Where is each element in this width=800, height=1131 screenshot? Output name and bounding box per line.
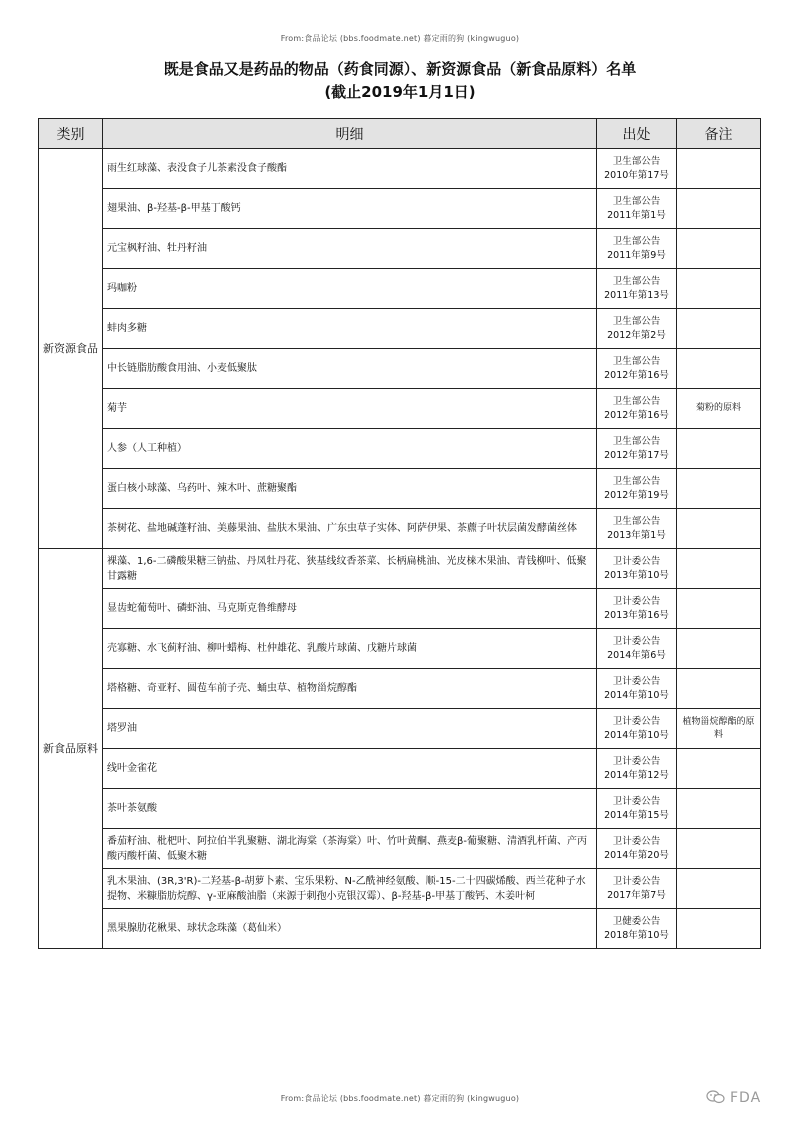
source-number: 2014年第10号 (604, 729, 669, 741)
source-issuer: 卫计委公告 (612, 755, 661, 767)
source-cell (597, 469, 677, 509)
note-cell (677, 309, 761, 349)
detail-cell: 玛咖粉 (103, 269, 597, 309)
table-row (39, 549, 761, 589)
detail-cell: 菊芋 (103, 389, 597, 429)
table-row (39, 829, 761, 869)
detail-cell: 黑果腺肋花楸果、球状念珠藻（葛仙米） (103, 909, 597, 949)
note-cell: 菊粉的原料 (677, 389, 761, 429)
table-row (39, 229, 761, 269)
detail-cell: 人参（人工种植） (103, 429, 597, 469)
page-subtitle-date: (截止2019年1月1日) (324, 83, 476, 101)
source-issuer: 卫计委公告 (612, 555, 661, 567)
col-header-source: 出处 (597, 119, 677, 149)
table-row (39, 149, 761, 189)
source-issuer: 卫生部公告 (612, 315, 661, 327)
source-number: 2012年第16号 (604, 409, 669, 421)
note-cell: 植物甾烷醇酯的原料 (677, 709, 761, 749)
source-cell (597, 509, 677, 549)
source-issuer: 卫生部公告 (612, 435, 661, 447)
category-cell: 新食品原料 (39, 549, 103, 949)
detail-cell: 裸藻、1,6-二磷酸果糖三钠盐、丹凤牡丹花、狭基线纹香茶菜、长柄扁桃油、光皮梾木果油、青钱柳叶、低聚甘露糖 (103, 549, 597, 589)
source-cell (597, 149, 677, 189)
table-row (39, 669, 761, 709)
note-cell (677, 269, 761, 309)
wechat-icon (706, 1090, 726, 1104)
detail-cell: 蛋白核小球藻、乌药叶、辣木叶、蔗糖聚酯 (103, 469, 597, 509)
table-row (39, 349, 761, 389)
source-issuer: 卫计委公告 (612, 635, 661, 647)
footer-source: From:食品论坛 (bbs.foodmate.net) 暮定雨的狗 (kingwuguo) (280, 1094, 520, 1103)
detail-cell: 雨生红球藻、表没食子儿茶素没食子酸酯 (103, 149, 597, 189)
detail-cell: 线叶金雀花 (103, 749, 597, 789)
category-cell: 新资源食品 (39, 149, 103, 549)
note-cell (677, 829, 761, 869)
source-cell (597, 709, 677, 749)
source-number: 2018年第10号 (604, 929, 669, 941)
detail-cell: 元宝枫籽油、牡丹籽油 (103, 229, 597, 269)
detail-cell: 显齿蛇葡萄叶、磷虾油、马克斯克鲁维酵母 (103, 589, 597, 629)
source-cell (597, 789, 677, 829)
source-issuer: 卫计委公告 (612, 875, 661, 887)
source-number: 2017年第7号 (607, 889, 666, 901)
table-row (39, 789, 761, 829)
source-number: 2010年第17号 (604, 169, 669, 181)
note-cell (677, 349, 761, 389)
detail-cell: 乳木果油、(3R,3'R)-二羟基-β-胡萝卜素、宝乐果粉、N-乙酰神经氨酸、顺-15-二十四碳烯酸、西兰花种子水提物、米糠脂肪烷醇、γ-亚麻酸油脂（来源于刺孢小克银汉霉）、β-羟基-β-甲基丁酸钙、木姜叶柯 (103, 869, 597, 909)
source-issuer: 卫计委公告 (612, 715, 661, 727)
source-issuer: 卫计委公告 (612, 795, 661, 807)
table-row (39, 749, 761, 789)
note-cell (677, 429, 761, 469)
source-cell (597, 669, 677, 709)
table-row (39, 389, 761, 429)
source-number: 2011年第13号 (604, 289, 669, 301)
note-cell (677, 789, 761, 829)
table-row (39, 869, 761, 909)
source-cell (597, 589, 677, 629)
wechat-watermark (706, 1090, 786, 1118)
detail-cell: 壳寡糖、水飞蓟籽油、柳叶蜡梅、杜仲雄花、乳酸片球菌、戊糖片球菌 (103, 629, 597, 669)
source-number: 2011年第1号 (607, 209, 666, 221)
source-cell (597, 749, 677, 789)
watermark-text: FDA (730, 1090, 762, 1106)
source-number: 2013年第10号 (604, 569, 669, 581)
note-cell (677, 149, 761, 189)
table-row (39, 469, 761, 509)
source-issuer: 卫生部公告 (612, 275, 661, 287)
detail-cell: 塔罗油 (103, 709, 597, 749)
detail-cell: 中长链脂肪酸食用油、小麦低聚肽 (103, 349, 597, 389)
note-cell (677, 549, 761, 589)
note-cell (677, 509, 761, 549)
source-cell (597, 549, 677, 589)
table-row (39, 509, 761, 549)
source-number: 2013年第1号 (607, 529, 666, 541)
source-issuer: 卫生部公告 (612, 475, 661, 487)
source-number: 2011年第9号 (607, 249, 666, 261)
note-cell (677, 189, 761, 229)
note-cell (677, 469, 761, 509)
source-cell (597, 349, 677, 389)
source-issuer: 卫生部公告 (612, 235, 661, 247)
source-issuer: 卫健委公告 (612, 915, 661, 927)
detail-cell: 茶树花、盐地碱蓬籽油、美藤果油、盐肤木果油、广东虫草子实体、阿萨伊果、茶藨子叶状层菌发酵菌丝体 (103, 509, 597, 549)
detail-cell: 蚌肉多糖 (103, 309, 597, 349)
note-cell (677, 589, 761, 629)
source-number: 2014年第15号 (604, 809, 669, 821)
source-cell (597, 829, 677, 869)
note-cell (677, 229, 761, 269)
note-cell (677, 869, 761, 909)
source-cell (597, 909, 677, 949)
source-number: 2014年第10号 (604, 689, 669, 701)
source-issuer: 卫计委公告 (612, 595, 661, 607)
table-row (39, 189, 761, 229)
source-issuer: 卫生部公告 (612, 395, 661, 407)
source-cell (597, 429, 677, 469)
note-cell (677, 749, 761, 789)
source-number: 2012年第16号 (604, 369, 669, 381)
table-row (39, 589, 761, 629)
detail-cell: 塔格糖、奇亚籽、圆苞车前子壳、蛹虫草、植物甾烷醇酯 (103, 669, 597, 709)
source-number: 2012年第2号 (607, 329, 666, 341)
note-cell (677, 669, 761, 709)
col-header-detail: 明细 (103, 119, 597, 149)
table-row (39, 429, 761, 469)
table-row (39, 309, 761, 349)
source-number: 2014年第6号 (607, 649, 666, 661)
source-cell (597, 229, 677, 269)
source-issuer: 卫计委公告 (612, 675, 661, 687)
source-cell (597, 389, 677, 429)
source-number: 2014年第12号 (604, 769, 669, 781)
source-issuer: 卫生部公告 (612, 515, 661, 527)
col-header-category: 类别 (39, 119, 103, 149)
note-cell (677, 629, 761, 669)
ingredient-table (38, 118, 761, 949)
source-cell (597, 269, 677, 309)
source-number: 2012年第19号 (604, 489, 669, 501)
table-header-row (39, 119, 761, 149)
source-issuer: 卫生部公告 (612, 155, 661, 167)
source-number: 2014年第20号 (604, 849, 669, 861)
table-row (39, 909, 761, 949)
source-cell (597, 309, 677, 349)
source-issuer: 卫生部公告 (612, 195, 661, 207)
source-issuer: 卫生部公告 (612, 355, 661, 367)
source-number: 2013年第16号 (604, 609, 669, 621)
col-header-note: 备注 (677, 119, 761, 149)
source-number: 2012年第17号 (604, 449, 669, 461)
detail-cell: 翅果油、β-羟基-β-甲基丁酸钙 (103, 189, 597, 229)
detail-cell: 番茄籽油、枇杷叶、阿拉伯半乳聚糖、湖北海棠（茶海棠）叶、竹叶黄酮、燕麦β-葡聚糖、清酒乳杆菌、产丙酸丙酸杆菌、低聚木糖 (103, 829, 597, 869)
note-cell (677, 909, 761, 949)
page-title: 既是食品又是药品的物品（药食同源）、新资源食品（新食品原料）名单 (163, 60, 637, 78)
source-cell (597, 189, 677, 229)
table-row (39, 269, 761, 309)
source-cell (597, 629, 677, 669)
source-issuer: 卫计委公告 (612, 835, 661, 847)
table-row (39, 629, 761, 669)
detail-cell: 茶叶茶氨酸 (103, 789, 597, 829)
table-row (39, 709, 761, 749)
source-cell (597, 869, 677, 909)
header-source: From:食品论坛 (bbs.foodmate.net) 暮定雨的狗 (kingwuguo) (280, 34, 520, 43)
